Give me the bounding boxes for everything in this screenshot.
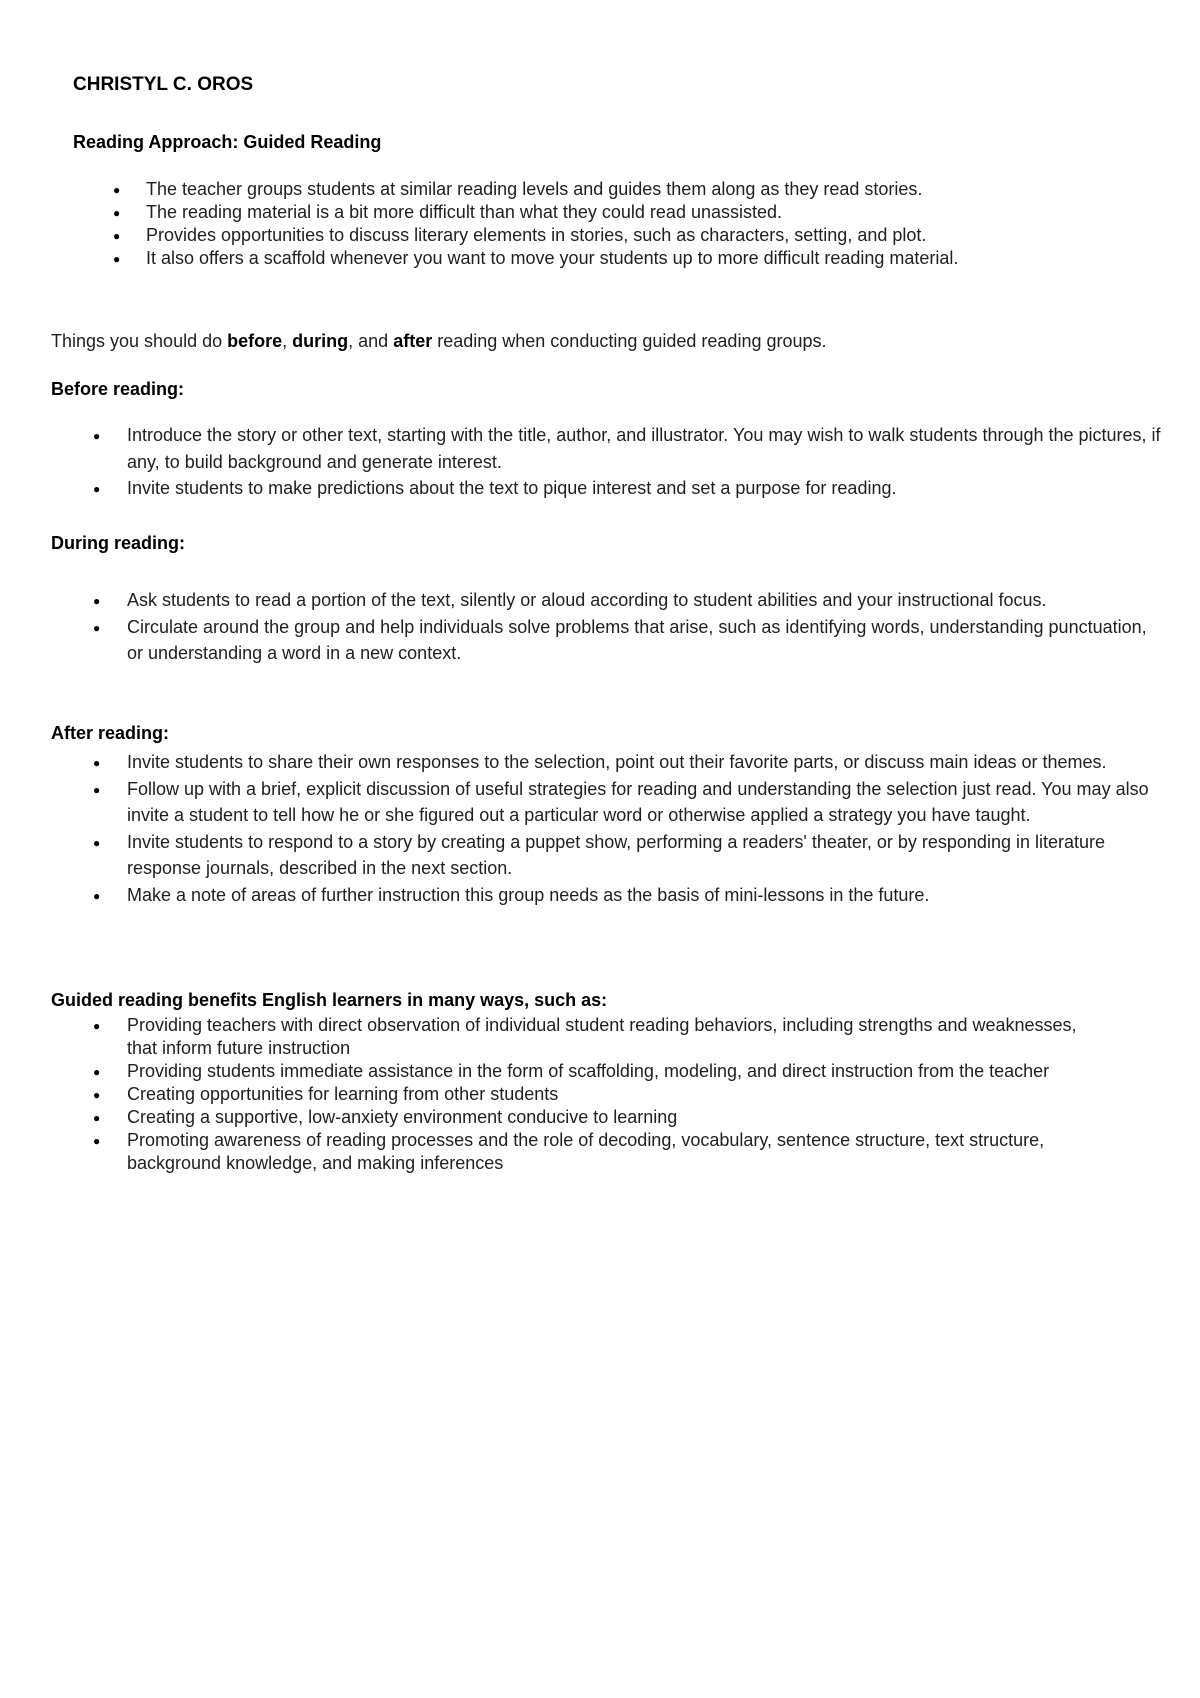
intro-part2: reading when conducting guided reading groups. xyxy=(432,331,827,351)
bullet-icon: ● xyxy=(93,1088,101,1102)
bullet-icon: ● xyxy=(93,1065,101,1079)
list-item-text: The teacher groups students at similar reading levels and guides them along as they read stories. xyxy=(146,179,923,199)
list-item xyxy=(51,1060,1091,1083)
bullet-icon: ● xyxy=(93,782,101,797)
list-item xyxy=(51,1014,1091,1060)
intro-comma1: , xyxy=(282,331,293,351)
list-item xyxy=(51,1129,1091,1175)
after-reading-heading: After reading: xyxy=(51,723,170,743)
before-reading-list xyxy=(51,422,1161,502)
approach-list xyxy=(73,178,1153,270)
bullet-icon: ● xyxy=(93,594,101,608)
bullet-icon: ● xyxy=(113,229,121,243)
list-item-text: Make a note of areas of further instruction this group needs as the basis of mini-lessons in the future. xyxy=(127,884,930,905)
benefits-list xyxy=(51,1014,1091,1175)
list-item xyxy=(51,829,1161,882)
list-item xyxy=(73,224,1153,247)
list-item-text: Ask students to read a portion of the text, silently or aloud according to student abilities and your instructional focus. xyxy=(127,590,1047,610)
list-item-text: Creating a supportive, low-anxiety environment conducive to learning xyxy=(127,1107,678,1127)
list-item-text: Invite students to respond to a story by creating a puppet show, performing a readers' theater, or by responding in literature response journals, described in the next section. xyxy=(127,831,1106,878)
list-item xyxy=(73,178,1153,201)
list-item xyxy=(51,475,1161,502)
list-item-text: Promoting awareness of reading processes and the role of decoding, vocabulary, sentence structure, text structure, background knowledge, and making inferences xyxy=(127,1130,1045,1173)
list-item-text: Provides opportunities to discuss literary elements in stories, such as characters, setting, and plot. xyxy=(146,225,927,245)
list-item xyxy=(73,247,1153,270)
list-item-text: Creating opportunities for learning from other students xyxy=(127,1084,559,1104)
bullet-icon: ● xyxy=(93,482,101,496)
bullet-icon: ● xyxy=(113,252,121,266)
bullet-icon: ● xyxy=(113,183,121,197)
approach-title: Reading Approach: Guided Reading xyxy=(73,132,382,152)
bullet-icon: ● xyxy=(93,429,101,443)
bullet-icon: ● xyxy=(93,888,101,903)
list-item-text: Invite students to share their own responses to the selection, point out their favorite parts, or discuss main ideas or themes. xyxy=(127,752,1107,772)
list-item xyxy=(51,1083,1091,1106)
bullet-icon: ● xyxy=(93,835,101,850)
list-item xyxy=(51,422,1161,475)
list-item-text: Circulate around the group and help individuals solve problems that arise, such as identifying words, understanding punctuation, or understanding a word in a new context. xyxy=(127,616,1147,663)
list-item-text: Providing teachers with direct observation of individual student reading behaviors, including strengths and weaknesses, that inform future instruction xyxy=(127,1015,1077,1058)
before-reading-heading: Before reading: xyxy=(51,379,185,399)
list-item xyxy=(51,614,1161,667)
list-item xyxy=(51,749,1161,776)
bullet-icon: ● xyxy=(113,206,121,220)
author-name: CHRISTYL C. OROS xyxy=(73,74,254,95)
list-item-text: It also offers a scaffold whenever you want to move your students up to more difficult reading material. xyxy=(146,248,959,268)
intro-during: during xyxy=(292,331,349,351)
after-reading-list xyxy=(51,749,1161,908)
list-item xyxy=(51,776,1161,829)
list-item-text: Introduce the story or other text, starting with the title, author, and illustrator. You may wish to walk students through the pictures, if any, to build background and generate interest. xyxy=(127,425,1161,472)
benefits-heading: Guided reading benefits English learners in many ways, such as: xyxy=(51,990,608,1010)
list-item xyxy=(51,1106,1091,1129)
intro-before: before xyxy=(227,331,283,351)
bullet-icon: ● xyxy=(93,1019,101,1033)
intro-part1: Things you should do xyxy=(51,331,228,351)
list-item-text: Follow up with a brief, explicit discussion of useful strategies for reading and understanding the selection just read. You may also invite a student to tell how he or she figured out a particular word or otherwise applied a strategy you have taught. xyxy=(127,778,1149,825)
intro-after: after xyxy=(393,331,433,351)
bullet-icon: ● xyxy=(93,620,101,635)
bullet-icon: ● xyxy=(93,756,101,770)
list-item-text: Providing students immediate assistance in the form of scaffolding, modeling, and direct instruction from the teacher xyxy=(127,1061,1050,1081)
intro-sentence xyxy=(51,331,1151,352)
list-item xyxy=(51,587,1161,614)
bullet-icon: ● xyxy=(93,1111,101,1125)
list-item xyxy=(51,882,1161,909)
during-reading-list xyxy=(51,587,1161,667)
list-item-text: Invite students to make predictions about the text to pique interest and set a purpose for reading. xyxy=(127,478,897,498)
during-reading-heading: During reading: xyxy=(51,533,185,553)
list-item xyxy=(73,201,1153,224)
list-item-text: The reading material is a bit more difficult than what they could read unassisted. xyxy=(146,202,783,222)
intro-comma2: , and xyxy=(348,331,394,351)
bullet-icon: ● xyxy=(93,1134,101,1148)
